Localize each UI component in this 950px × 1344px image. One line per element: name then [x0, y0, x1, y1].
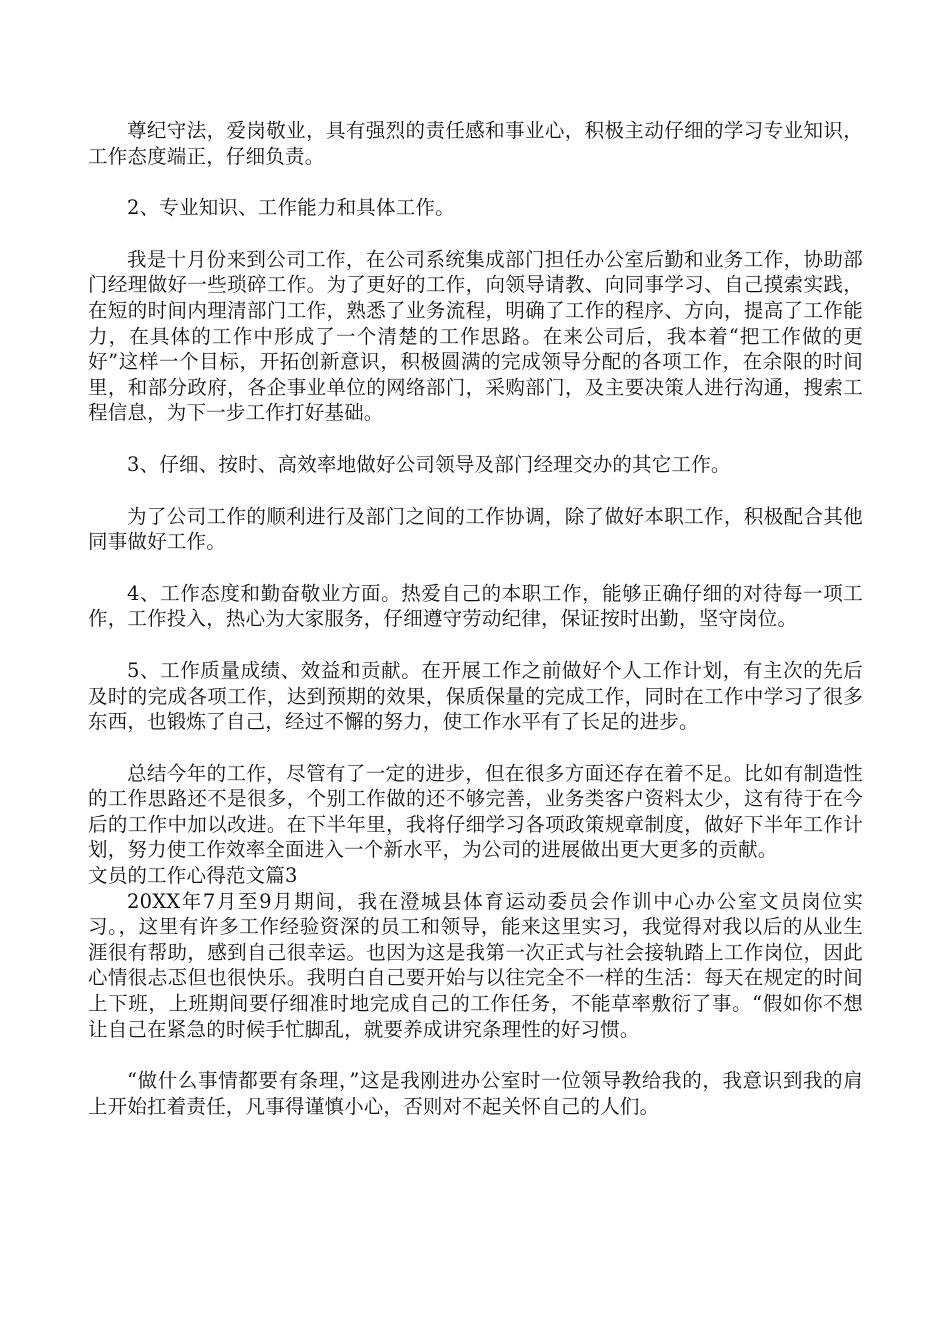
- paragraph-item-2-title: 2、专业知识、工作能力和具体工作。: [127, 196, 455, 220]
- section-heading: 文员的工作心得范文篇3: [88, 864, 298, 888]
- paragraph-item-3-body: 为了公司工作的顺利进行及部门之间的工作协调，除了做好本职工作，积极配合其他同事做好工作。: [88, 504, 863, 554]
- paragraph-item-5: 5、工作质量成绩、效益和贡献。在开展工作之前做好个人工作计划，有主次的先后及时的完成各项工作，达到预期的效果，保质保量的完成工作，同时在工作中学习了很多东西，也锻炼了自己，经过不懈的努力，使工作水平有了长足的进步。: [88, 658, 863, 734]
- paragraph-item-2-body: 我是十月份来到公司工作，在公司系统集成部门担任办公室后勤和业务工作，协助部门经理做好一些琐碎工作。为了更好的工作，向领导请教、向同事学习、自己摸索实践，在短的时间内理清部门工作，熟悉了业务流程，明确了工作的程序、方向，提高了工作能力，在具体的工作中形成了一个清楚的工作思路。在来公司后，我本着“把工作做的更好”这样一个目标，开拓创新意识，积极圆满的完成领导分配的各项工作，在余限的时间里，和部分政府，各企事业单位的网络部门，采购部门，及主要决策人进行沟通，搜索工程信息，为下一步工作打好基础。: [88, 247, 863, 425]
- paragraph-item-3-title: 3、仔细、按时、高效率地做好公司领导及部门经理交办的其它工作。: [127, 452, 731, 476]
- paragraph-item-4: 4、工作态度和勤奋敬业方面。热爱自己的本职工作，能够正确仔细的对待每一项工作，工作投入，热心为大家服务，仔细遵守劳动纪律，保证按时出勤，坚守岗位。: [88, 581, 863, 631]
- section-paragraph-orderliness: “做什么事情都要有条理，”这是我刚进办公室时一位领导教给我的，我意识到我的肩上开始扛着责任，凡事得谨慎小心，否则对不起关怀自己的人们。: [88, 1069, 863, 1118]
- section-paragraph-internship: 20XX年7月至9月期间，我在澄城县体育运动委员会作训中心办公室文员岗位实习。，这里有许多工作经验资深的员工和领导，能来这里实习，我觉得对我以后的从业生涯很有帮助，感到自己很幸运。也因为这是我第一次正式与社会接轨踏上工作岗位，因此心情很忐忑但也很快乐。我明白自己要开始与以往完全不一样的生活：每天在规定的时间上下班，上班期间要仔细准时地完成自己的工作任务，不能草率敷衍了事。“假如你不想让自己在紧急的时候手忙脚乱，就要养成讲究条理性的好习惯。: [88, 889, 863, 1041]
- paragraph-summary: 总结今年的工作，尽管有了一定的进步，但在很多方面还存在着不足。比如有制造性的工作思路还不是很多，个别工作做的还不够完善，业务类客户资料太少，这有待于在今后的工作中加以改进。在下半年里，我将仔细学习各项政策规章制度，做好下半年工作计划，努力使工作效率全面进入一个新水平，为公司的进展做出更大更多的贡献。: [88, 761, 863, 862]
- paragraph-discipline: 尊纪守法，爱岗敬业，具有强烈的责任感和事业心，积极主动仔细的学习专业知识，工作态度端正，仔细负责。: [88, 119, 863, 168]
- document-body: [88, 118, 863, 1119]
